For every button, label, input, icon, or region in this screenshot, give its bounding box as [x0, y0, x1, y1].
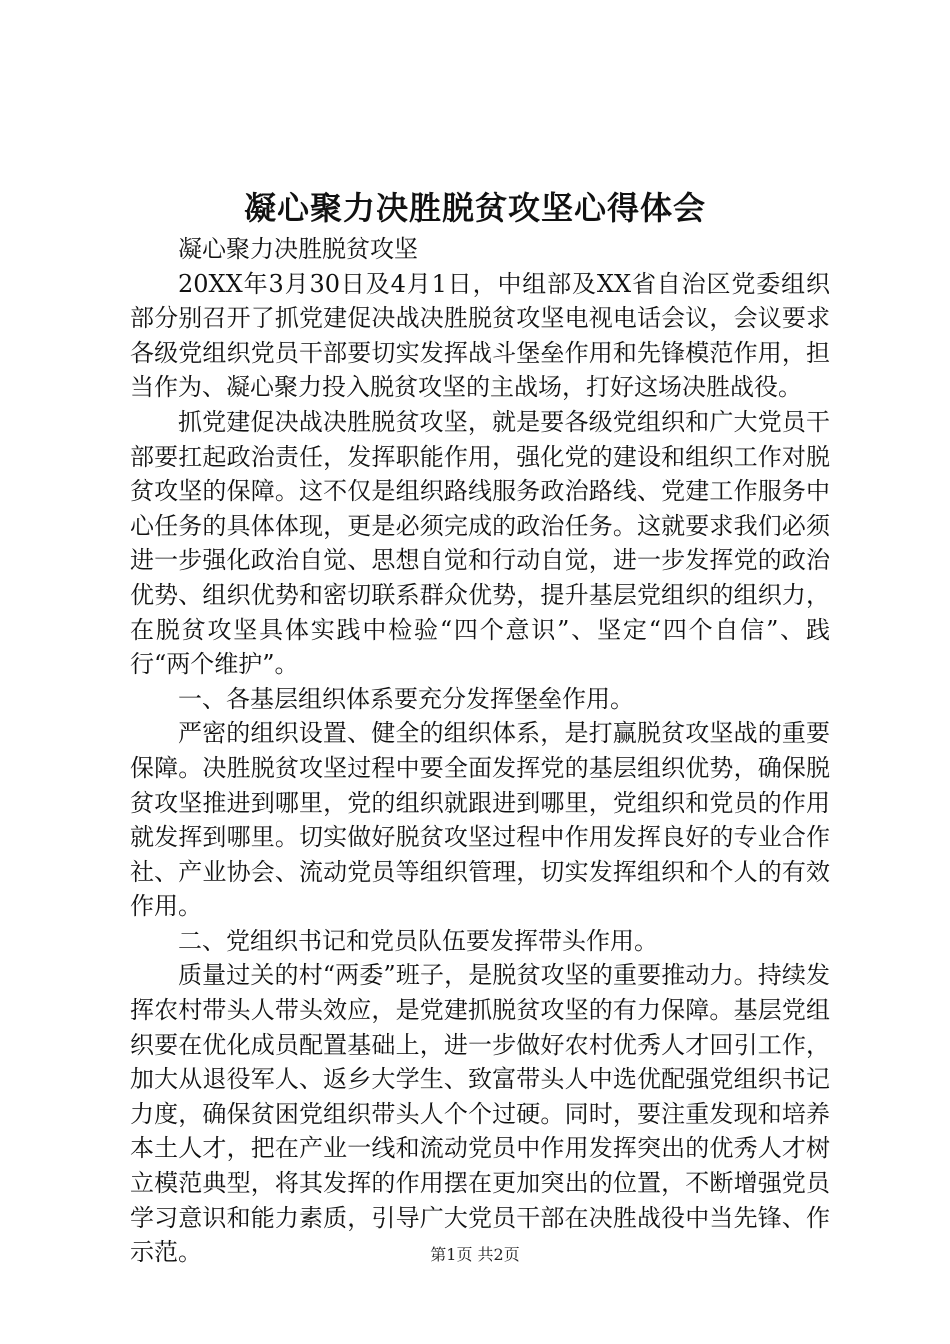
paragraph-party-building: 抓党建促决战决胜脱贫攻坚，就是要各级党组织和广大党员干部要扛起政治责任，发挥职能作用，强化党的建设和组织工作对脱贫攻坚的保障。这不仅是组织路线服务政治路线、党建工作服务中心任务的具体体现，更是必须完成的政治任务。这就要求我们必须进一步强化政治自觉、思想自觉和行动自觉，进一步发挥党的政治优势、组织优势和密切联系群众优势，提升基层党组织的组织力，在脱贫攻坚具体实践中检验“四个意识”、坚定“四个自信”、践行“两个维护”。 [130, 407, 830, 679]
section-heading-2: 二、党组织书记和党员队伍要发挥带头作用。 [178, 926, 658, 955]
paragraph-leadership: 质量过关的村“两委”班子，是脱贫攻坚的重要推动力。持续发挥农村带头人带头效应，是党建抓脱贫攻坚的有力保障。基层党组织要在优化成员配置基础上，进一步做好农村优秀人才回引工作，加大从退役军人、返乡大学生、致富带头人中选优配强党组织书记力度，确保贫困党组织带头人个个过硬。同时，要注重发现和培养本土人才，把在产业一线和流动党员中作用发挥突出的优秀人才树立模范典型，将其发挥的作用摆在更加突出的位置，不断增强党员学习意识和能力素质，引导广大党员干部在决胜战役中当先锋、作示范。 [130, 961, 830, 1267]
paragraph-meeting: 20XX年3月30日及4月1日，中组部及XX省自治区党委组织部分别召开了抓党建促决战决胜脱贫攻坚电视电话会议，会议要求各级党组织党员干部要切实发挥战斗堡垒作用和先锋模范作用，担当作为、凝心聚力投入脱贫攻坚的主战场，打好这场决胜战役。 [130, 269, 830, 402]
document-title: 凝心聚力决胜脱贫攻坚心得体会 [243, 189, 706, 227]
paragraph-subtitle: 凝心聚力决胜脱贫攻坚 [178, 235, 418, 263]
page-number-footer: 第1页 共2页 [430, 1245, 520, 1264]
section-heading-1: 一、各基层组织体系要充分发挥堡垒作用。 [178, 684, 634, 713]
paragraph-organization: 严密的组织设置、健全的组织体系，是打赢脱贫攻坚战的重要保障。决胜脱贫攻坚过程中要全面发挥党的基层组织优势，确保脱贫攻坚推进到哪里，党的组织就跟进到哪里，党组织和党员的作用就发挥到哪里。切实做好脱贫攻坚过程中作用发挥良好的专业合作社、产业协会、流动党员等组织管理，切实发挥组织和个人的有效作用。 [130, 719, 830, 921]
document-body [130, 232, 830, 1270]
